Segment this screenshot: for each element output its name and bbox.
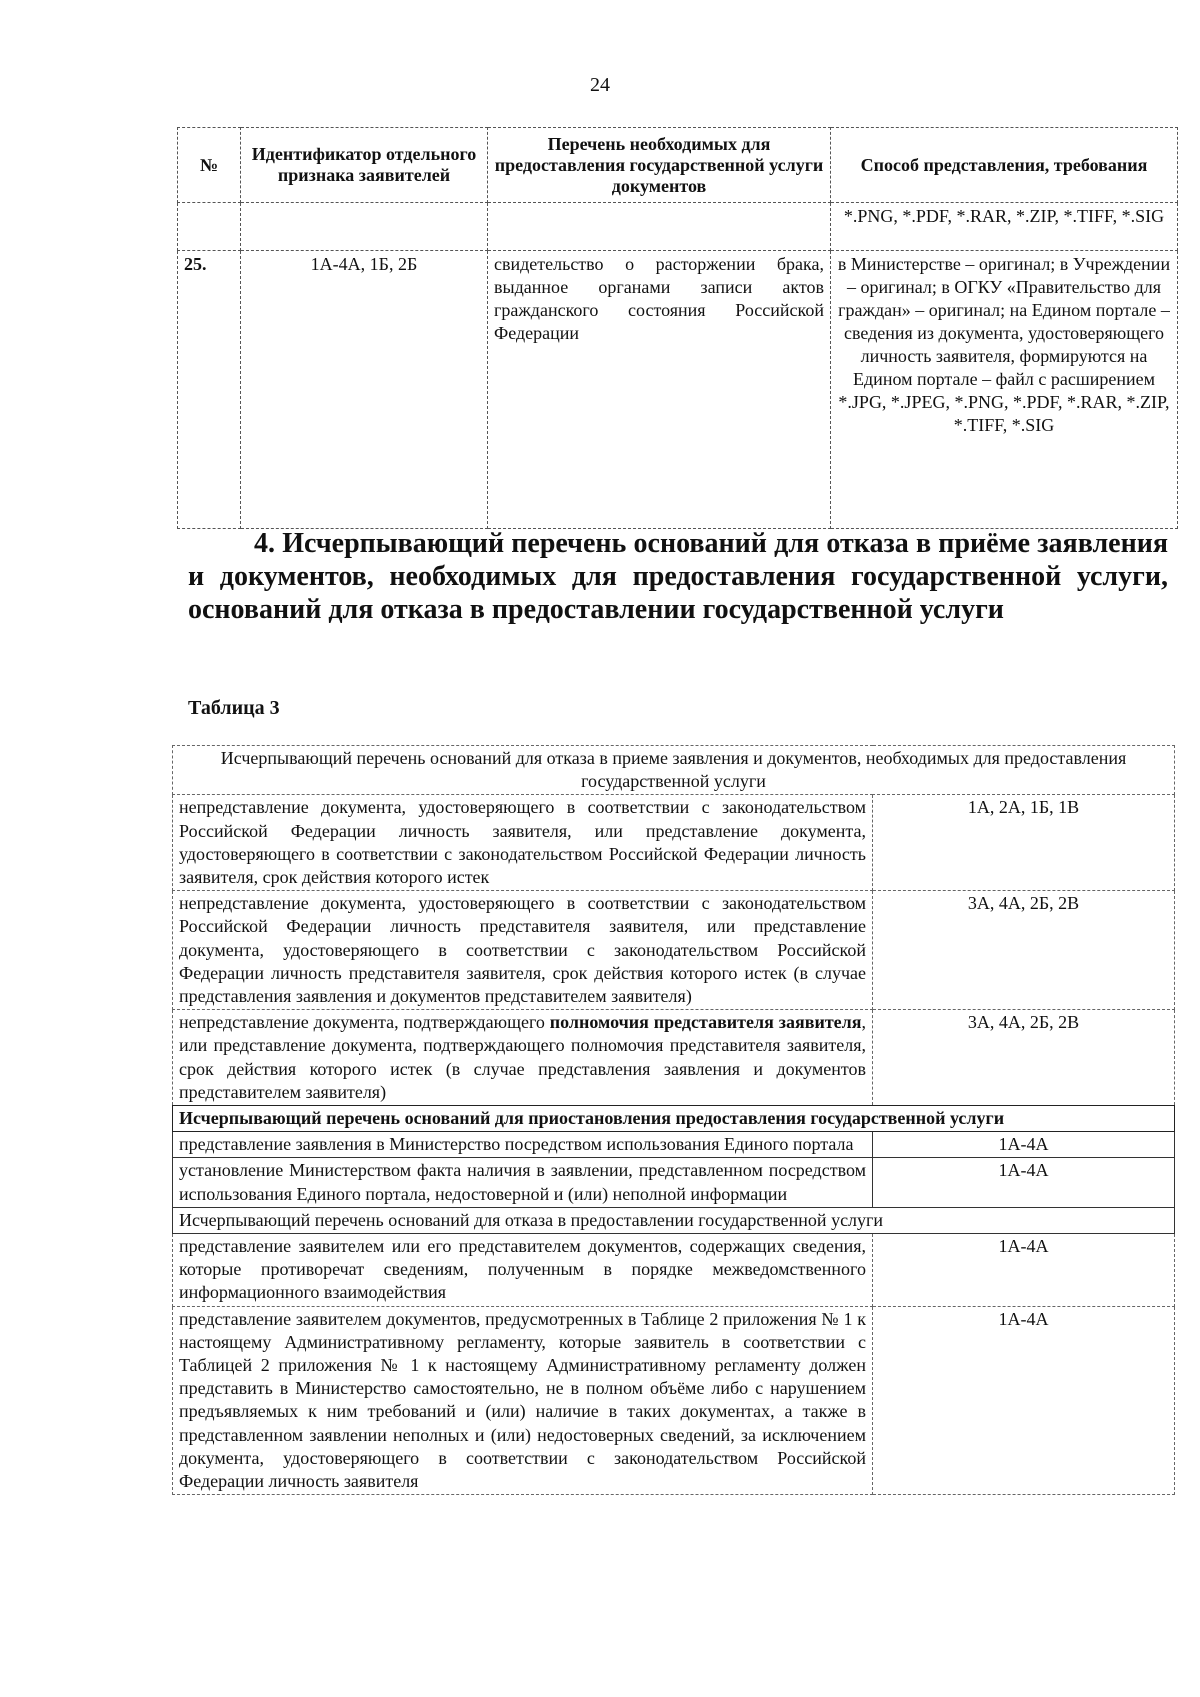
- table-header-row: [178, 128, 1178, 203]
- ground-codes: 1А-4А: [873, 1306, 1175, 1495]
- cell-method: *.PNG, *.PDF, *.RAR, *.ZIP, *.TIFF, *.SIG: [831, 203, 1178, 251]
- group-header-row: [173, 1207, 1175, 1233]
- cell-method: в Министерстве – оригинал; в Учреждении – оригинал; в ОГКУ «Правительство для граждан» – оригинал; на Едином портале – сведения из документа, удостоверяющего личность заявителя, формируются на Едином портале – файл с расширением *.JPG, *.JPEG, *.PNG, *.PDF, *.RAR, *.ZIP, *.TIFF, *.SIG: [831, 251, 1178, 529]
- group-header-row: [173, 746, 1175, 795]
- ground-text: [173, 891, 873, 1010]
- table-row: [173, 1158, 1175, 1207]
- ground-text: представление заявления в Министерство посредством использования Единого портала: [173, 1132, 873, 1158]
- refusal-grounds-table: [172, 745, 1175, 1495]
- ground-text-part: непредставление документа, удостоверяющего в соответствии с законодательством Российской Федерации личность представителя заявителя, или представление документа, удостоверяющего в соответствии с законодательством Российской Федерации личность представителя заявителя, срок действия которого истек (в случае представления заявления и документов представителем заявителя): [179, 893, 866, 1007]
- table-row: [173, 891, 1175, 1010]
- ground-codes: 1А-4А: [873, 1132, 1175, 1158]
- page-number: 24: [590, 74, 610, 96]
- table-row: [173, 1306, 1175, 1495]
- cell-identifier: 1А-4А, 1Б, 2Б: [241, 251, 488, 529]
- documents-table: [177, 127, 1178, 529]
- ground-codes: 3А, 4А, 2Б, 2В: [873, 1010, 1175, 1106]
- ground-text: установление Министерством факта наличия в заявлении, представленном посредством использования Единого портала, недостоверной и (или) неполной информации: [173, 1158, 873, 1207]
- group-header-refusal-service: Исчерпывающий перечень оснований для отказа в предоставлении государственной услуги: [173, 1207, 1175, 1233]
- table-row: [173, 1234, 1175, 1307]
- ground-text: представление заявителем документов, предусмотренных в Таблице 2 приложения № 1 к настоящему Административному регламенту, которые заявитель в соответствии с Таблицей 2 приложения № 1 к настоящему Административному регламенту должен представить в Министерство самостоятельно, не в полном объёме либо с нарушением предъявляемых к ним требований и (или) наличие в таких документах, а также в представленном заявлении неполных и (или) недостоверных сведений, за исключением документа, удостоверяющего в соответствии с законодательством Российской Федерации личность заявителя: [173, 1306, 873, 1495]
- ground-codes: 1А, 2А, 1Б, 1В: [873, 795, 1175, 891]
- ground-text: непредставление документа, удостоверяющего в соответствии с законодательством Российской Федерации личность заявителя, или представление документа, удостоверяющего в соответствии с законодательством Российской Федерации личность заявителя, срок действия которого истек: [173, 795, 873, 891]
- table-row: [173, 1010, 1175, 1106]
- ground-text-bold: полномочия представителя заявителя: [549, 1012, 862, 1033]
- header-method: Способ представления, требования: [831, 128, 1178, 203]
- ground-codes: 1А-4А: [873, 1158, 1175, 1207]
- table-caption: Таблица 3: [188, 697, 280, 719]
- ground-codes: 1А-4А: [873, 1234, 1175, 1307]
- group-header-refusal-acceptance: Исчерпывающий перечень оснований для отказа в приеме заявления и документов, необходимых для предоставления государственной услуги: [173, 746, 1175, 795]
- table-row: [178, 203, 1178, 251]
- ground-text-part: , или представление документа, подтверждающего полномочия представителя заявителя, срок действия которого истек (в случае представления заявления и документов представителем заявителя): [179, 1012, 866, 1102]
- header-identifier: Идентификатор отдельного признака заявителей: [241, 128, 488, 203]
- ground-text: [173, 1010, 873, 1106]
- cell-documents: свидетельство о расторжении брака, выданное органами записи актов гражданского состояния Российской Федерации: [488, 251, 831, 529]
- group-header-row: [173, 1106, 1175, 1132]
- cell-num: 25.: [178, 251, 241, 529]
- table-row: [173, 795, 1175, 891]
- ground-text: представление заявителем или его представителем документов, содержащих сведения, которые противоречат сведениям, полученным в порядке межведомственного информационного взаимодействия: [173, 1234, 873, 1307]
- cell-num: [178, 203, 241, 251]
- table-row: [173, 1132, 1175, 1158]
- section-title: 4. Исчерпывающий перечень оснований для отказа в приёме заявления и документов, необходимых для предоставления государственной услуги, оснований для отказа в предоставлении государственной услуги: [188, 528, 1168, 625]
- ground-text-part: непредставление документа, подтверждающего: [179, 1012, 550, 1033]
- cell-documents: [488, 203, 831, 251]
- header-num: №: [178, 128, 241, 203]
- table-row: [178, 251, 1178, 529]
- group-header-suspension: Исчерпывающий перечень оснований для приостановления предоставления государственной услуги: [173, 1106, 1175, 1132]
- ground-codes: 3А, 4А, 2Б, 2В: [873, 891, 1175, 1010]
- header-documents: Перечень необходимых для предоставления государственной услуги документов: [488, 128, 831, 203]
- cell-identifier: [241, 203, 488, 251]
